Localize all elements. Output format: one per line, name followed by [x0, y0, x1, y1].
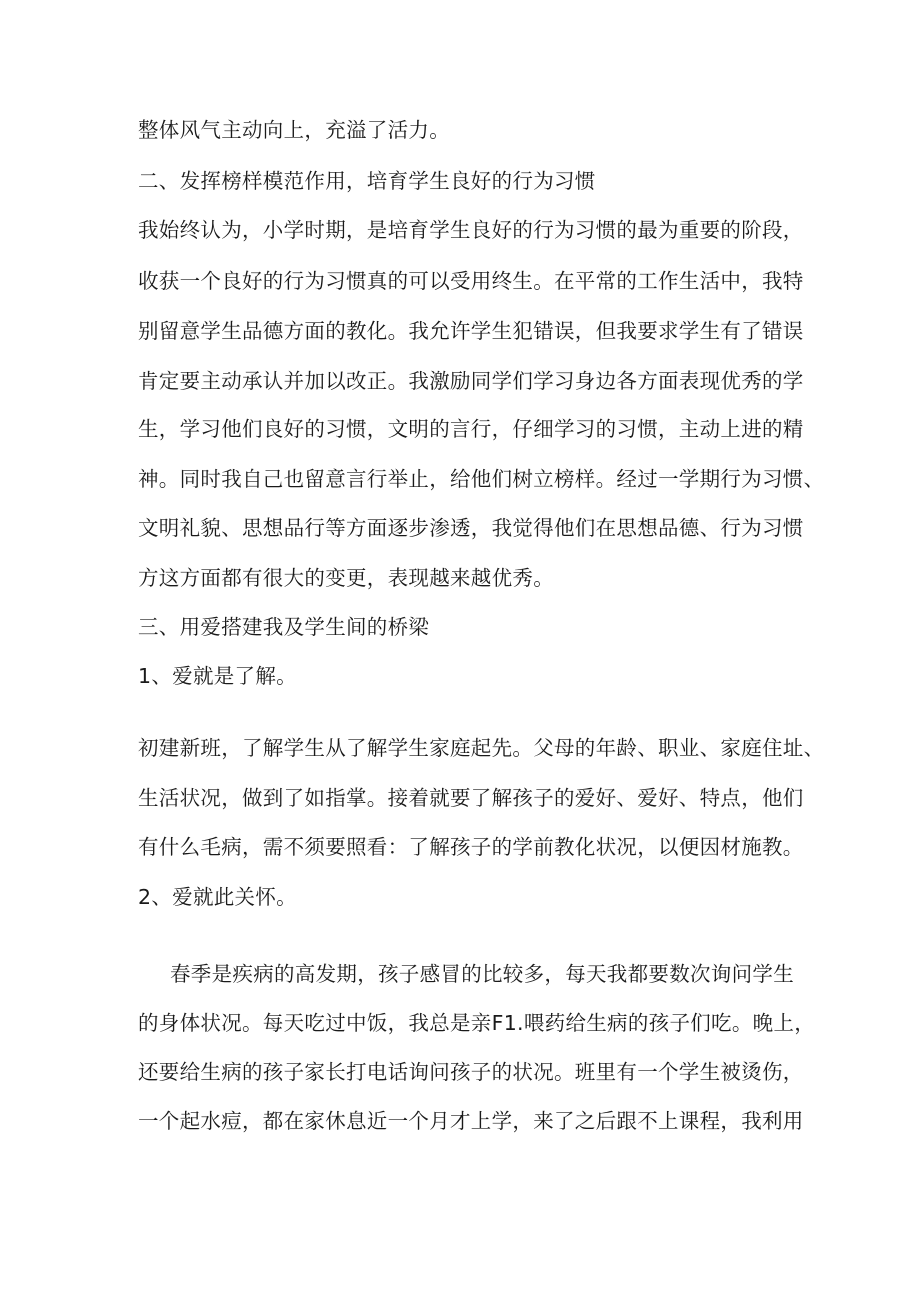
text-line-13: 初建新班，了解学生从了解学生家庭起先。父母的年龄、职业、家庭住址、 [138, 736, 825, 760]
text-line-4: 收获一个良好的行为习惯真的可以受用终生。在平常的工作生活中，我特 [138, 269, 804, 293]
subheading-1: 1、爱就是了解。 [138, 664, 297, 688]
text-line-10: 方这方面都有很大的变更，表现越来越优秀。 [138, 566, 554, 590]
text-line-20: 一个起水痘，都在家休息近一个月才上学，来了之后跟不上课程，我利用 [138, 1109, 804, 1133]
text-line-9: 文明礼貌、思想品行等方面逐步渗透，我觉得他们在思想品德、行为习惯 [138, 516, 804, 540]
text-line-6: 肯定要主动承认并加以改正。我激励同学们学习身边各方面表现优秀的学 [138, 369, 804, 393]
text-line-18: 的身体状况。每天吃过中饭，我总是亲F1.喂药给生病的孩子们吃。晚上， [138, 1011, 816, 1035]
text-line-1: 整体风气主动向上，充溢了活力。 [138, 118, 450, 142]
subheading-2: 2、爱就此关怀。 [138, 885, 297, 909]
text-line-8: 神。同时我自己也留意言行举止，给他们树立榜样。经过一学期行为习惯、 [138, 467, 825, 491]
text-line-15: 有什么毛病，需不须要照看：了解孩子的学前教化状况，以便因材施教。 [138, 835, 804, 859]
text-line-7: 生，学习他们良好的习惯，文明的言行，仔细学习的习惯，主动上进的精 [138, 417, 804, 441]
section-heading-2: 二、发挥榜样模范作用，培育学生良好的行为习惯 [138, 169, 596, 193]
text-line-14: 生活状况，做到了如指掌。接着就要了解孩子的爱好、爱好、特点，他们 [138, 786, 804, 810]
text-line-3: 我始终认为，小学时期，是培育学生良好的行为习惯的最为重要的阶段， [138, 218, 804, 242]
text-line-5: 别留意学生品德方面的教化。我允许学生犯错误，但我要求学生有了错误 [138, 319, 804, 343]
text-line-19: 还要给生病的孩子家长打电话询问孩子的状况。班里有一个学生被烫伤， [138, 1060, 804, 1084]
text-line-17: 春季是疾病的高发期，孩子感冒的比较多，每天我都要数次询问学生 [170, 962, 794, 986]
section-heading-3: 三、用爱搭建我及学生间的桥梁 [138, 615, 430, 639]
